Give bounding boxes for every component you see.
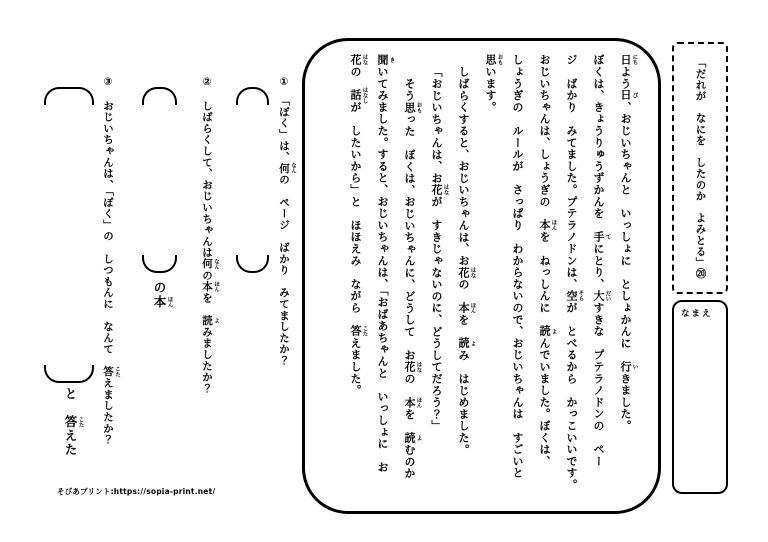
footer-credit: そびあプリント:https://sopia-print.net/ <box>57 487 216 496</box>
story-line: しばらくすると、おじいちゃんは、お花 はなの 本 ほんを 読 よみ はじめました。 <box>457 66 476 456</box>
answer-blank-3-bottom-bracket <box>44 365 94 383</box>
story-text <box>342 54 639 491</box>
story-line: おじいちゃんは、しょうぎの 本 ほんを ねっしんに 読 よんでいました。ぼくは、 <box>538 54 557 468</box>
answer-blank-1-bottom-bracket <box>236 255 269 273</box>
story-line: ジ ばかり みてました。プテラノドンは、空 そらが とべるから かっこいいです。 <box>565 54 584 491</box>
answer-2-suffix: の本 ほん <box>152 281 173 309</box>
story-line: そう思 おもった ぼくは、おじいちゃんに、どうして お花 はなの 本 ほんを 読 よむのか <box>403 78 422 480</box>
question-1: ① 「ぼく」は、何 なんの ページ ばかり みてましたか？ <box>278 76 296 367</box>
story-line: 「おじいちゃんは、お花 はなが すきじゃないのに、どうしてだろう？」 <box>430 66 449 432</box>
question-2: ② しばらくして、おじいちゃんは何 なんの本 ほんを 読 よみましたか？ <box>201 76 219 394</box>
story-line: しょうぎの ルールが さっぱり わからないので、おじいちゃんは すごいと <box>511 54 524 479</box>
story-line: 日 にちよう日 び、おじいちゃんと いっしょに としょかんに 行 いきました。 <box>619 54 638 432</box>
question-3: ③ おじいちゃんは、「ぼく」の しつもんに なんて 答 こたえましたか？ <box>102 76 120 446</box>
answer-blank-1-top-bracket <box>236 87 269 105</box>
answer-blank-2 <box>142 87 177 273</box>
lesson-title-text: 「だれが なにを したのか よみとる」⑳ <box>694 57 707 279</box>
answer-blank-3-top-bracket <box>44 87 94 105</box>
answer-blank-1 <box>236 87 269 273</box>
answer-blank-2-bottom-bracket <box>142 255 177 273</box>
name-box <box>672 300 728 494</box>
story-line: 花 はなの 話 はなしが したいから」と ほほえみ ながら 答 こたえました。 <box>349 54 368 397</box>
story-line: ぼくは、きょうりゅうずかんを 手 てにとり、大 だいすきな プテラノドンの ペー <box>592 54 611 468</box>
story-box <box>302 38 661 514</box>
answer-blank-2-top-bracket <box>142 87 177 105</box>
answer-3-suffix: と 答 こたえた <box>63 387 84 457</box>
story-line: 思 おもいます。 <box>484 54 503 114</box>
answer-blank-3 <box>44 87 94 383</box>
name-label: なまえ <box>681 309 713 319</box>
lesson-title-box <box>672 42 728 294</box>
story-line: 聞 きいてみました。すると、おじいちゃんは、「おばあちゃんと いっしょに お <box>376 54 395 474</box>
